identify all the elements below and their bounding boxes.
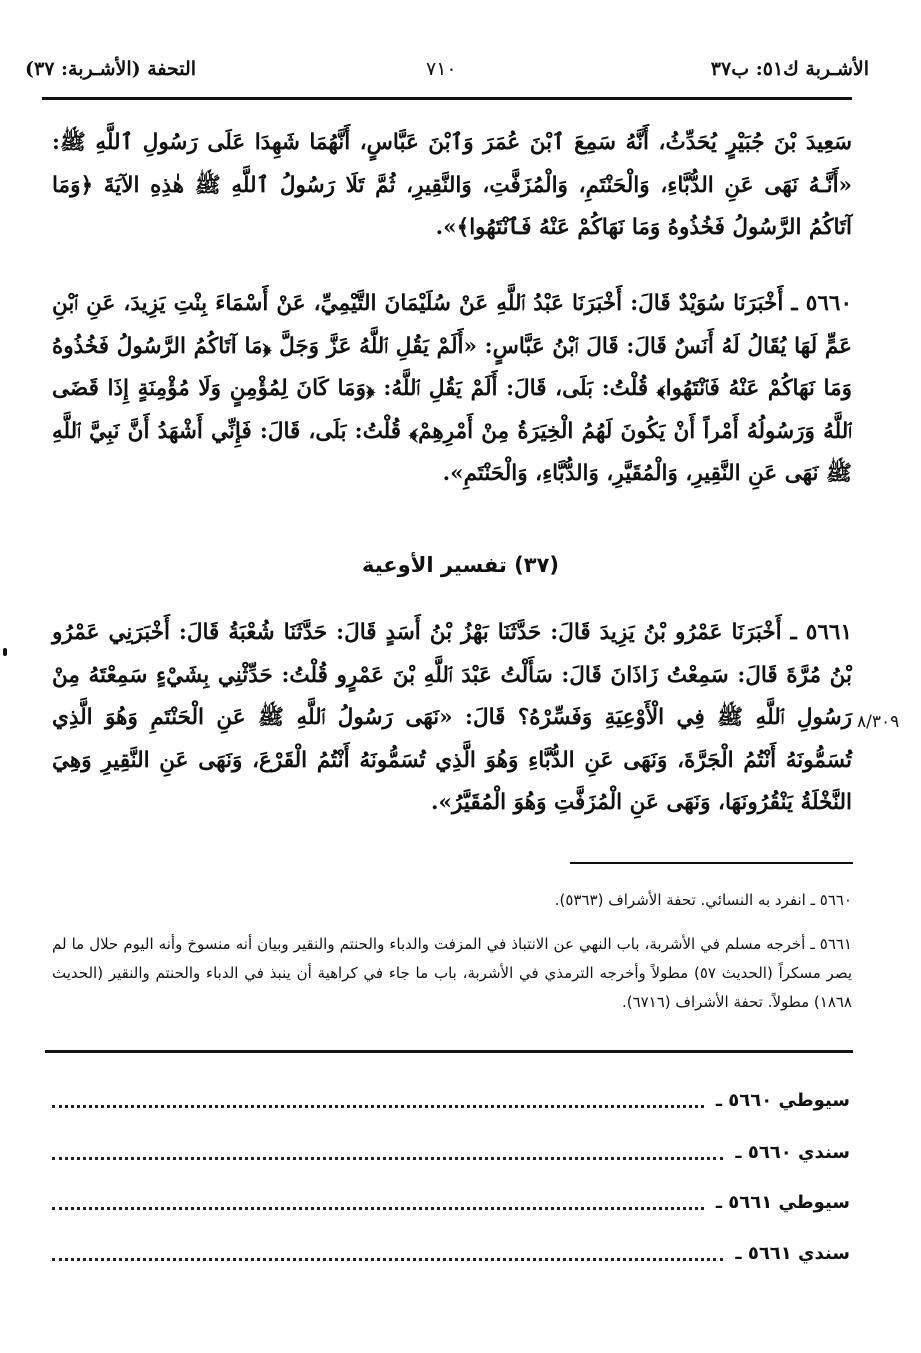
header-rule [42,97,852,100]
commentary-line-suyuti-5660 [52,1085,850,1115]
dotted-leader [52,1156,723,1160]
margin-volume-reference: ٨/٣٠٩ [857,712,900,732]
footnote-5661: ٥٦٦١ ـ أخرجه مسلم في الأشربة، باب النهي عن الانتباذ في المزفت والدباء والحنتم والنقير وبيان أنه منسوخ وأنه اليوم حلال ما لم يصر مسكراً (الحديث ٥٧) مطولاً وأخرجه الترمذي في الأشربة، باب ما جاء في كراهية أن ينبذ في الدباء والحنتم والنقير (الحديث ١٨٦٨) مطولاً. تحفة الأشراف (٦٧١٦). [52,935,852,1011]
dotted-leader [52,1104,704,1108]
commentary-line-sindi-5660 [52,1137,850,1167]
dotted-leader [52,1206,704,1210]
commentary-label: سيوطي ٥٦٦٠ ـ [715,1089,850,1111]
section-title: (٣٧) تفسير الأوعية [361,553,559,577]
footnote-separator [570,862,853,864]
hadith-continuation-paragraph: سَعِيدَ بْنَ جُبَيْرٍ يُحَدِّثُ، أَنَّهُ سَمِعَ ٱبْنَ عُمَرَ وَٱبْنَ عَبَّاسٍ، أَنَّهُمَا شَهِدَا عَلَى رَسُولِ ٱللَّهِ ﷺ: «أَنَّـهُ نَهَى عَنِ الدُّبَّاءِ، وَالْحَنْتَمِ، وَالْمُزَفَّتِ، وَالنَّقِيرِ، ثُمَّ تَلَا رَسُولُ ٱللَّهِ ﷺ هٰذِهِ الآيَةَ ﴿وَمَا آتَاكُمُ الرَّسُولُ فَخُذُوهُ وَمَا نَهَاكُمْ عَنْهُ فَٱنْتَهُوا﴾». [52,130,852,240]
commentary-label: سندي ٥٦٦٠ ـ [735,1141,850,1163]
header-book-reference: الأشـربة ك٥١: ب٣٧ [710,58,869,80]
footnote-5660: ٥٦٦٠ ـ انفرد به النسائي. تحفة الأشراف (٥٣٦٣). [554,891,852,909]
dotted-leader [52,1257,723,1261]
margin-mark [3,648,7,656]
commentary-label: سندي ٥٦٦١ ـ [735,1242,850,1264]
commentary-separator [45,1050,853,1053]
commentary-label: سيوطي ٥٦٦١ ـ [715,1191,850,1213]
hadith-5661-paragraph: ٥٦٦١ ـ أَخْبَرَنَا عَمْرُو بْنُ يَزِيدَ قَالَ: حَدَّثَنَا بَهْزُ بْنُ أَسَدٍ قَالَ: حَدَّثَنَا شُعْبَةُ قَالَ: أَخْبَرَنِي عَمْرُو بْنُ مُرَّةَ قَالَ: سَمِعْتُ زَاذَانَ قَالَ: سَأَلْتُ عَبْدَ ٱللَّهِ بْنَ عَمْرٍو قُلْتُ: حَدِّثْنِي بِشَيْءٍ سَمِعْتَهُ مِنْ رَسُولِ ٱللَّهِ ﷺ فِي الْأَوْعِيَةِ وَفَسِّرْهُ؟ قَالَ: «نَهَى رَسُولُ ٱللَّهِ ﷺ عَنِ الْحَنْتَمِ وَهُوَ الَّذِي تُسَمُّونَهُ أَنْتُمُ الْجَرَّةَ، وَنَهَى عَنِ الدُّبَّاءِ وَهُوَ الَّذِي تُسَمُّونَهُ أَنْتُمُ الْقَرْعَ، وَنَهَى عَنِ النَّقِيرِ وَهِيَ النَّخْلَةُ يَنْقُرُونَهَا، وَنَهَى عَنِ الْمُزَفَّتِ وَهُوَ الْمُقَيَّرُ». [52,620,852,815]
page-number: ٧١٠ [426,58,457,80]
commentary-line-suyuti-5661 [52,1187,850,1217]
hadith-5660-paragraph: ٥٦٦٠ ـ أَخْبَرَنَا سُوَيْدٌ قَالَ: أَخْبَرَنَا عَبْدُ ٱللَّهِ عَنْ سُلَيْمَانَ التَّيْمِيِّ، عَنْ أَسْمَاءَ بِنْتِ يَزِيدَ، عَنِ ٱبْنِ عَمٍّ لَهَا يُقَالُ لَهُ أَنَسٌ قَالَ: قَالَ ٱبْنُ عَبَّاسٍ: «أَلَمْ يَقُلِ ٱللَّهُ عَزَّ وَجَلَّ ﴿مَا آتَاكُمُ الرَّسُولُ فَخُذُوهُ وَمَا نَهَاكُمْ عَنْهُ فَٱنْتَهُوا﴾ قُلْتُ: بَلَى، قَالَ: أَلَمْ يَقُلِ ٱللَّهُ: ﴿وَمَا كَانَ لِمُؤْمِنٍ وَلَا مُؤْمِنَةٍ إِذَا قَضَى ٱللَّهُ وَرَسُولُهُ أَمْراً أَنْ يَكُونَ لَهُمُ الْخِيَرَةُ مِنْ أَمْرِهِمْ﴾ قُلْتُ: بَلَى، قَالَ: فَإِنِّي أَشْهَدُ أَنَّ نَبِيَّ ٱللَّهِ ﷺ نَهَى عَنِ النَّقِيرِ، وَالْمُقَيَّرِ، وَالدُّبَّاءِ، وَالْحَنْتَمِ». [52,291,852,486]
header-tuhfa-reference: التحفة (الأشـربة: ٣٧) [25,58,197,80]
commentary-line-sindi-5661 [52,1238,850,1268]
